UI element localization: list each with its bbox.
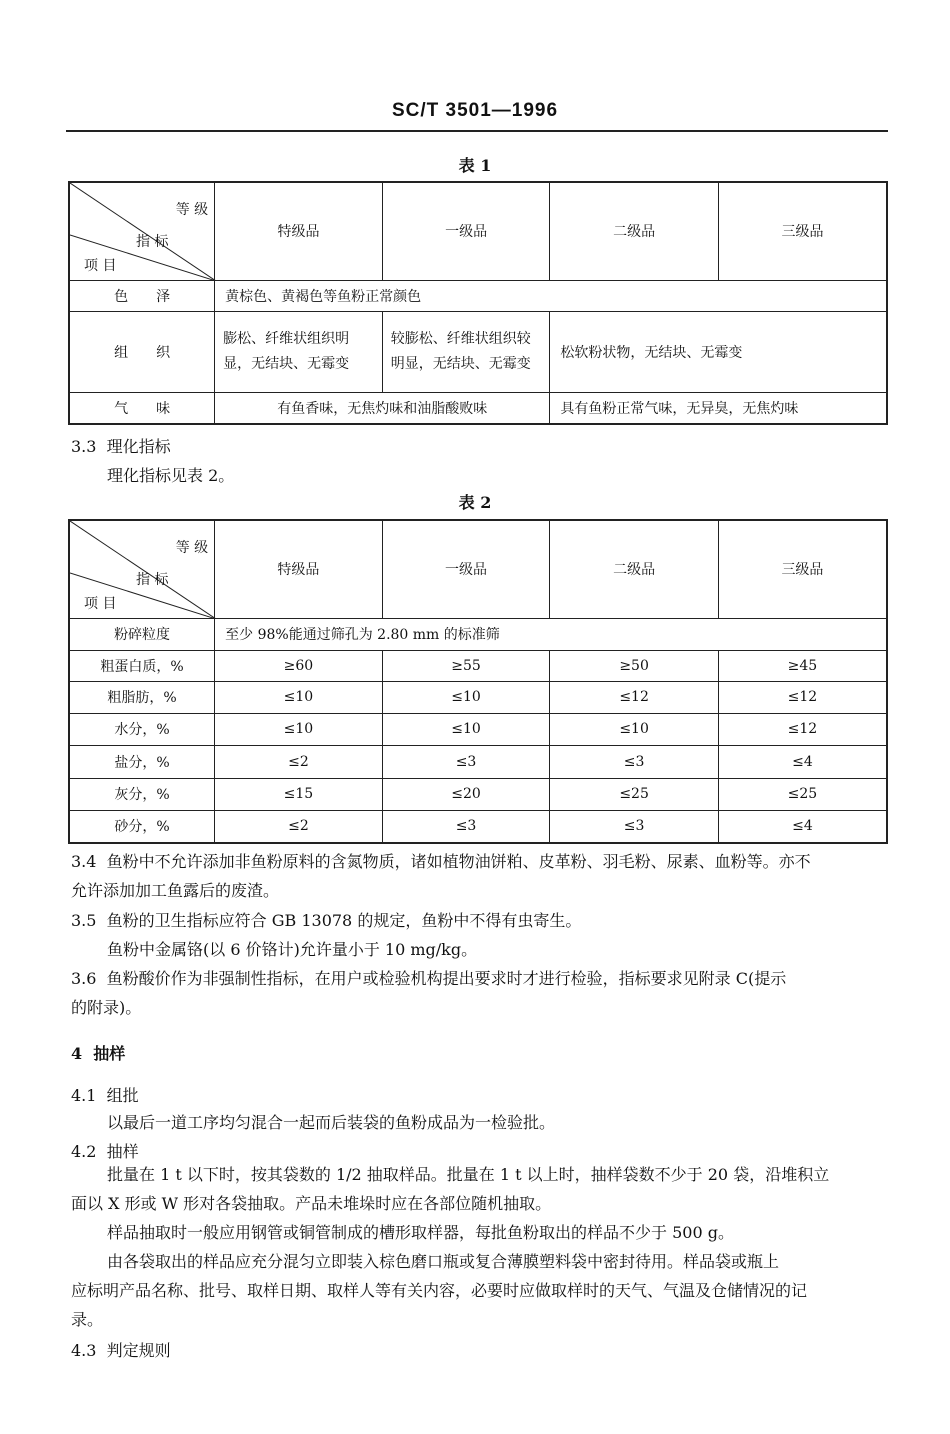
document-number: SC/T 3501—1996 [391, 100, 559, 121]
table-row [69, 778, 887, 810]
cell-value: ≥45 [718, 650, 887, 681]
table1-corner-header [69, 182, 215, 280]
section-number: 3.5 [71, 911, 97, 930]
section-4-2-p3-line1: 由各袋取出的样品应充分混匀立即装入棕色磨口瓶或复合薄膜塑料袋中密封待用。样品袋或瓶上 [107, 1252, 780, 1271]
section-title: 判定规则 [106, 1341, 171, 1360]
section-4-2-body [71, 1160, 901, 1334]
corner-item-label: 项 目 [84, 596, 117, 612]
section-3-4 [71, 847, 901, 905]
row-label-smell: 气 味 [69, 392, 215, 424]
cell-value: ≤15 [215, 778, 383, 810]
cell-value: ≤20 [382, 778, 550, 810]
cell-value: ≤10 [382, 681, 550, 713]
paragraph-text: 鱼粉中不允许添加非鱼粉原料的含氮物质，诸如植物油饼粕、皮革粉、羽毛粉、尿素、血粉等。亦不 [106, 852, 811, 871]
section-3-5-line1 [71, 906, 901, 935]
corner-grade-label: 等 级 [175, 540, 209, 556]
cell-value: ≤3 [550, 745, 719, 778]
section-4-heading [71, 1041, 125, 1064]
cell-value: ≥60 [215, 650, 383, 681]
row-label: 水分，% [69, 713, 215, 745]
grade-header: 特级品 [215, 520, 383, 618]
table2-caption: 表 2 [458, 493, 492, 512]
smell-upper: 有鱼香味，无焦灼味和油脂酸败味 [215, 392, 550, 424]
section-3-3-body: 理化指标见表 2。 [107, 466, 235, 485]
cell-value: ≤3 [550, 810, 719, 843]
grade-header: 一级品 [382, 520, 550, 618]
section-number: 3.3 [71, 437, 97, 456]
row-label: 灰分，% [69, 778, 215, 810]
section-3-5-line2: 鱼粉中金属铬(以 6 价铬计)允许量小于 10 mg/kg。 [107, 940, 478, 959]
table-row [69, 745, 887, 778]
table1-caption: 表 1 [458, 156, 492, 175]
row-label: 粗脂肪，% [69, 681, 215, 713]
grade-header: 三级品 [718, 520, 887, 618]
smell-lower: 具有鱼粉正常气味，无异臭，无焦灼味 [550, 392, 887, 424]
section-title: 理化指标 [106, 437, 171, 456]
color-value: 黄棕色、黄褐色等鱼粉正常颜色 [215, 280, 887, 311]
paragraph-text: 鱼粉酸价作为非强制性指标，在用户或检验机构提出要求时才进行检验，指标要求见附录 C(提示 [106, 969, 787, 988]
grade-header: 特级品 [215, 182, 383, 280]
section-number: 3.4 [71, 852, 97, 871]
table-row [69, 650, 887, 681]
texture-rest: 松软粉状物，无结块、无霉变 [550, 311, 887, 392]
section-4-1-body: 以最后一道工序均匀混合一起而后装袋的鱼粉成品为一检验批。 [107, 1113, 556, 1132]
section-title: 组批 [106, 1086, 139, 1105]
section-number: 4.2 [71, 1142, 97, 1161]
texture-special: 膨松、纤维状组织明显，无结块、无霉变 [215, 311, 383, 392]
row-label-fineness: 粉碎粒度 [69, 618, 215, 650]
row-label-color: 色 泽 [69, 280, 215, 311]
section-4-1-heading [71, 1083, 139, 1106]
corner-item-label: 项 目 [84, 258, 117, 274]
cell-value: ≤10 [382, 713, 550, 745]
header-rule [66, 130, 888, 132]
cell-value: ≤2 [215, 745, 383, 778]
texture-first: 较膨松、纤维状组织较明显，无结块、无霉变 [382, 311, 550, 392]
corner-index-label: 指 标 [136, 572, 169, 588]
cell-value: ≤3 [382, 745, 550, 778]
cell-value: ≤10 [550, 713, 719, 745]
section-3-5 [71, 906, 901, 964]
section-number: 4.3 [71, 1341, 97, 1360]
section-4-2-p1-line2: 面以 X 形或 W 形对各袋抽取。产品未堆垛时应在各部位随机抽取。 [71, 1194, 552, 1213]
cell-value: ≤3 [382, 810, 550, 843]
section-3-6 [71, 964, 901, 1022]
cell-value: ≤4 [718, 810, 887, 843]
grade-header: 三级品 [718, 182, 887, 280]
cell-value: ≥50 [550, 650, 719, 681]
section-3-4-line2: 允许添加加工鱼露后的废渣。 [71, 881, 280, 900]
section-title: 抽样 [93, 1044, 126, 1063]
table-row [69, 810, 887, 843]
corner-grade-label: 等 级 [175, 202, 209, 218]
cell-value: ≤12 [550, 681, 719, 713]
cell-value: ≤25 [718, 778, 887, 810]
section-4-2-p3-line3: 录。 [71, 1310, 104, 1329]
row-label: 粗蛋白质，% [69, 650, 215, 681]
section-number: 4.1 [71, 1086, 97, 1105]
section-number: 3.6 [71, 969, 97, 988]
section-number: 4 [71, 1044, 83, 1063]
table1 [68, 181, 888, 425]
table2 [68, 519, 888, 844]
section-4-2-p3-line2: 应标明产品名称、批号、取样日期、取样人等有关内容，必要时应做取样时的天气、气温及仓储情况的记 [71, 1281, 808, 1300]
cell-value: ≤2 [215, 810, 383, 843]
cell-value: ≤4 [718, 745, 887, 778]
section-3-6-line2: 的附录)。 [71, 998, 142, 1017]
section-3-4-line1 [71, 847, 901, 876]
section-4-3-heading [71, 1338, 171, 1361]
paragraph-text: 鱼粉的卫生指标应符合 GB 13078 的规定，鱼粉中不得有虫寄生。 [106, 911, 582, 930]
section-3-6-line1 [71, 964, 901, 993]
cell-value: ≤12 [718, 681, 887, 713]
row-label: 盐分，% [69, 745, 215, 778]
cell-value: ≤10 [215, 681, 383, 713]
grade-header: 二级品 [550, 182, 719, 280]
table-row [69, 681, 887, 713]
grade-header: 一级品 [382, 182, 550, 280]
grade-header: 二级品 [550, 520, 719, 618]
cell-value: ≤25 [550, 778, 719, 810]
row-label: 砂分，% [69, 810, 215, 843]
cell-value: ≤10 [215, 713, 383, 745]
section-4-2-heading [71, 1139, 139, 1162]
section-4-2-p1-line1: 批量在 1 t 以下时，按其袋数的 1/2 抽取样品。批量在 1 t 以上时，抽样袋数不少于 20 袋，沿堆积立 [107, 1165, 830, 1184]
section-title: 抽样 [106, 1142, 139, 1161]
cell-value: ≤12 [718, 713, 887, 745]
cell-value: ≥55 [382, 650, 550, 681]
corner-index-label: 指 标 [136, 234, 169, 250]
table-row [69, 713, 887, 745]
section-4-2-p2: 样品抽取时一般应用钢管或铜管制成的槽形取样器，每批鱼粉取出的样品不少于 500 g。 [107, 1223, 734, 1242]
row-label-texture: 组 织 [69, 311, 215, 392]
table2-corner-header [69, 520, 215, 618]
section-3-3-heading [71, 434, 171, 457]
fineness-value: 至少 98%能通过筛孔为 2.80 mm 的标准筛 [215, 618, 887, 650]
